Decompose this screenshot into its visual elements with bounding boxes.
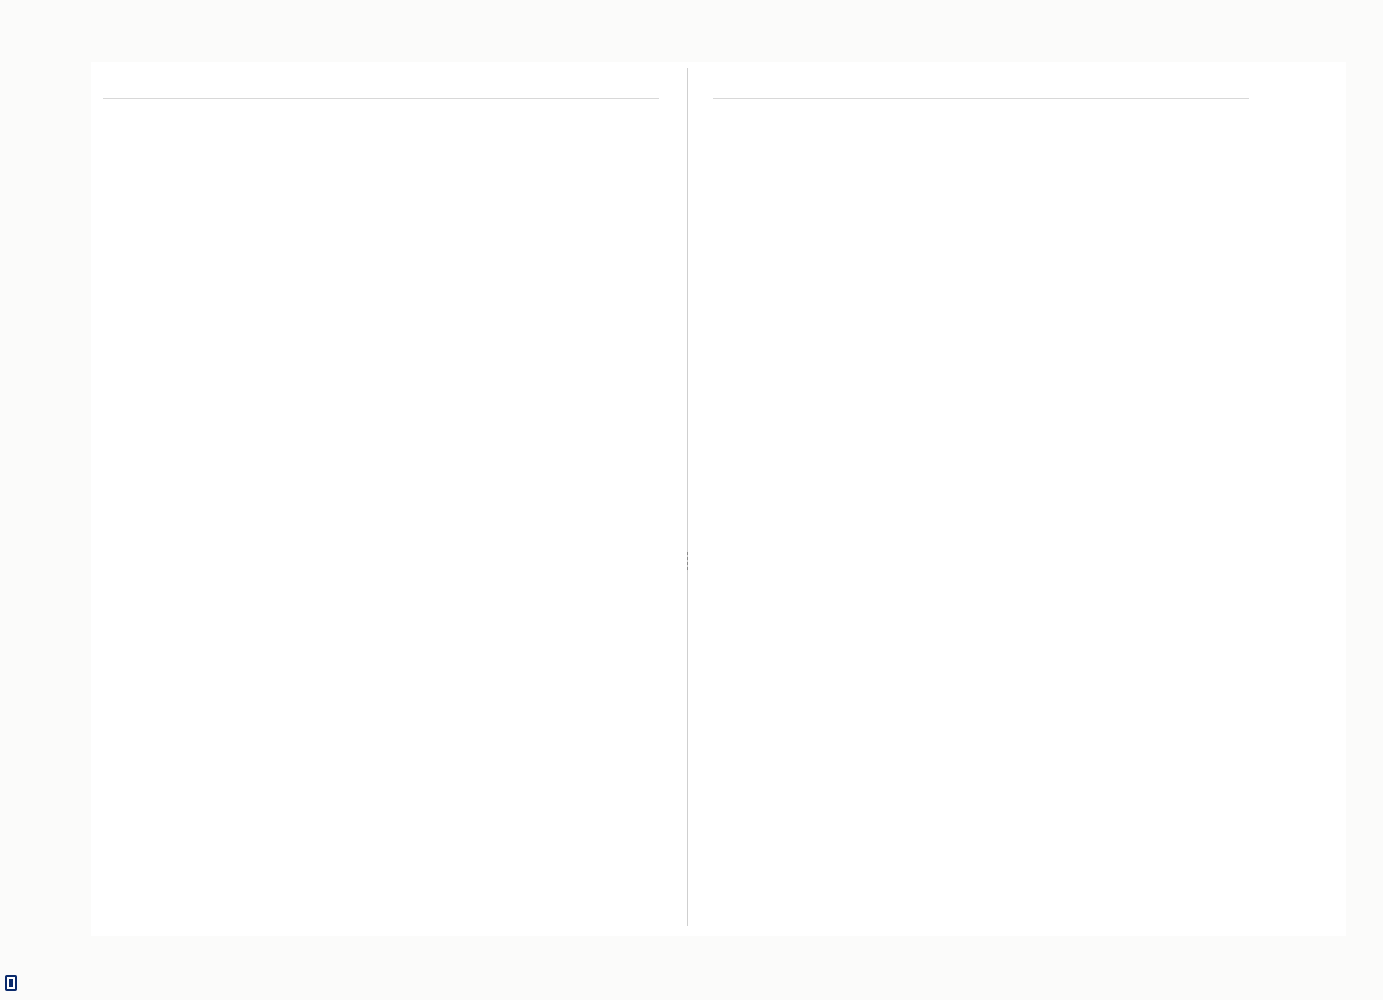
column-header-b: [713, 70, 1249, 99]
column-body-b: [713, 110, 1249, 920]
document-sheet: [91, 62, 1346, 936]
provider-logo-icon: [5, 975, 17, 991]
text-column-a: [91, 62, 671, 936]
column-body-a: [103, 110, 659, 920]
text-column-b: [701, 62, 1261, 936]
provider-credit: [6, 270, 20, 970]
column-header-a: [103, 70, 659, 99]
column-divider-mark: [687, 552, 689, 570]
column-divider: [687, 68, 688, 926]
provider-credit-text: [6, 270, 20, 970]
